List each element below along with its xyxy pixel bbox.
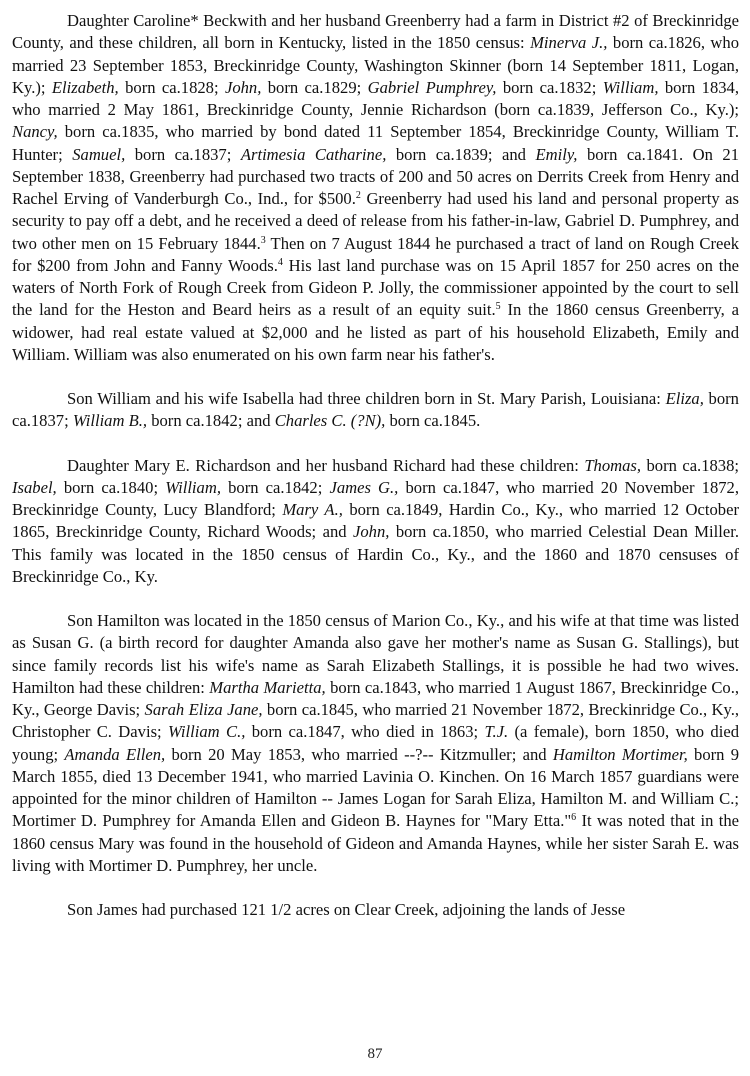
paragraph-gap [12,366,739,388]
text-run: born ca.1847, who died in 1863; [245,722,485,742]
italic-name: William C., [168,722,246,742]
italic-name: Martha Marietta, [209,677,326,697]
text-run: born ca.1841. On 21 September 1838, Greenberry had purchased two tracts of 200 and 50 acres on Derrits Creek from Henry and Rachel Erving of Vanderburgh Co., Ind., for $500. [12,144,740,208]
text-run: born ca.1845, who married 21 November 1872, Breckinridge Co., Ky., Christopher C. Davis; [12,700,739,742]
paragraph-mary-richardson [12,455,739,589]
text-run: Son William and his wife Isabella had three children born in St. Mary Parish, Louisiana: [67,389,666,408]
italic-name: Elizabeth, [51,77,119,97]
italic-name: John, [352,522,390,542]
italic-name: Hamilton Mortimer, [552,744,688,764]
paragraph-james [12,899,739,921]
text-run: born 1834, who married 2 May 1861, Breckinridge County, Jennie Richardson (born ca.1839, Jefferson Co., Ky.); [12,77,740,119]
footnote-marker: 3 [260,234,266,246]
text-run: Son James had purchased 121 1/2 acres on Clear Creek, adjoining the lands of Jesse [67,900,626,919]
text-run: Daughter Mary E. Richardson and her husband Richard had these children: [67,455,585,475]
text-run: born 20 May 1853, who married --?-- Kitzmuller; and [165,744,553,764]
text-run: It was noted that in the 1860 census Mary was found in the household of Gideon and Amanda Haynes, while her sister Sarah E. was living with Mortimer D. Pumphrey, her uncle. [12,811,740,875]
paragraph-gap [12,433,739,455]
italic-name: Emily, [535,144,578,164]
italic-name: Samuel, [72,144,126,164]
text-run: born ca.1850, who married Celestial Dean Miller. This family was located in the 1850 census of Hardin Co., Ky., and the 1860 and 1870 censuses of Breckinridge Co., Ky. [12,522,740,586]
footnote-marker: 2 [355,190,361,201]
text-run: Then on 7 August 1844 he purchased a tract of land on Rough Creek for $200 from John and Fanny Woods. [12,233,740,275]
italic-name: Gabriel Pumphrey, [367,77,497,97]
text-run: born ca.1843, who married 1 August 1867, Breckinridge Co., Ky., George Davis; [12,677,739,719]
italic-name: Nancy, [12,122,58,142]
italic-name: Eliza, [665,389,704,408]
footnote-marker: 4 [277,256,283,268]
text-run: born ca.1849, Hardin Co., Ky., who married 12 October 1865, Breckinridge County, Richard Woods; and [12,500,739,542]
paragraph-gap [12,877,739,899]
text-run: born ca.1837; [125,144,241,164]
text-run: Greenberry had used his land and personal property as security to pay off a debt, and he received a deed of release from his father-in-law, Gabriel D. Pumphrey, and two other men on 15 February 1844. [12,189,740,253]
italic-name: Amanda Ellen, [64,744,166,764]
footnote-marker: 5 [495,301,501,313]
paragraph-william-isabella [12,388,739,433]
text-run: born ca.1832; [496,77,603,97]
italic-name: John, [224,77,262,97]
italic-name: William B., [72,411,148,431]
italic-name: T.J. [484,722,509,742]
text-run: born ca.1828; [118,77,225,97]
italic-name: Charles C. (?N), [274,411,386,431]
text-run: Daughter Caroline* Beckwith and her husband Greenberry had a farm in District #2 of Breckinridge County, and these children, all born in Kentucky, listed in the 1850 census: [12,11,739,53]
text-run: born ca.1838; [641,455,740,475]
italic-name: William, [165,477,221,497]
text-run: born ca.1847, who married 20 November 1872, Breckinridge County, Lucy Blandford; [12,477,740,519]
text-run: Son Hamilton was located in the 1850 census of Marion Co., Ky., and his wife at that time was listed as Susan G. (a birth record for daughter Amanda also gave her mother's name as Susan G. Stallings), but since family records list his wife's name as Sarah Elizabeth Stallings, it is possible he had two wives. Hamilton had these children: [12,611,739,697]
paragraph-gap [12,588,739,610]
paragraph-caroline-beckwith [12,10,739,366]
text-run: born ca.1845. [385,411,481,431]
document-page [12,10,739,921]
footnote-marker: 6 [571,812,577,824]
italic-name: Thomas, [584,455,642,475]
text-run: born ca.1835, who married by bond dated 11 September 1854, Breckinridge County, William T. Hunter; [12,122,739,164]
text-run: born ca.1840; [56,477,166,497]
text-run: born ca.1837; [12,389,739,431]
text-run: born ca.1842; [220,477,330,497]
text-run: born ca.1826, who married 23 September 1853, Breckinridge County, Washington Skinner (born 14 September 1811, Logan, Ky.); [12,33,740,97]
paragraph-hamilton [12,610,739,877]
text-run: born 9 March 1855, died 13 December 1941, who married Lavinia O. Kinchen. On 16 March 1857 guardians were appointed for the minor children of Hamilton -- James Logan for Sarah Eliza, Hamilton M. and William C.; Mortimer D. Pumphrey for Amanda Ellen and Gideon B. Haynes for "Mary Etta." [12,744,740,831]
text-run: born ca.1842; and [147,411,275,431]
italic-name: Artimesia Catharine, [240,144,387,164]
italic-name: Minerva J., [530,33,608,53]
italic-name: William, [602,77,659,97]
text-run: His last land purchase was on 15 April 1857 for 250 acres on the waters of North Fork of Rough Creek from Gideon P. Jolly, the commissioner appointed by the court to sell the land for the Heston and Beard heirs as a result of an equity suit. [12,255,739,320]
italic-name: Isabel, [12,477,57,497]
italic-name: James G., [329,477,399,497]
page-number: 87 [367,1046,383,1062]
text-run: (a female), born 1850, who died young; [12,722,739,764]
text-run: In the 1860 census Greenberry, a widower, had real estate valued at $2,000 and he listed as part of his household Elizabeth, Emily and William. William was also enumerated on his own farm near his father's. [12,300,739,364]
text-run: born ca.1839; and [386,144,536,164]
italic-name: Mary A., [282,500,343,519]
text-run: born ca.1829; [261,77,368,97]
italic-name: Sarah Eliza Jane, [144,700,263,719]
